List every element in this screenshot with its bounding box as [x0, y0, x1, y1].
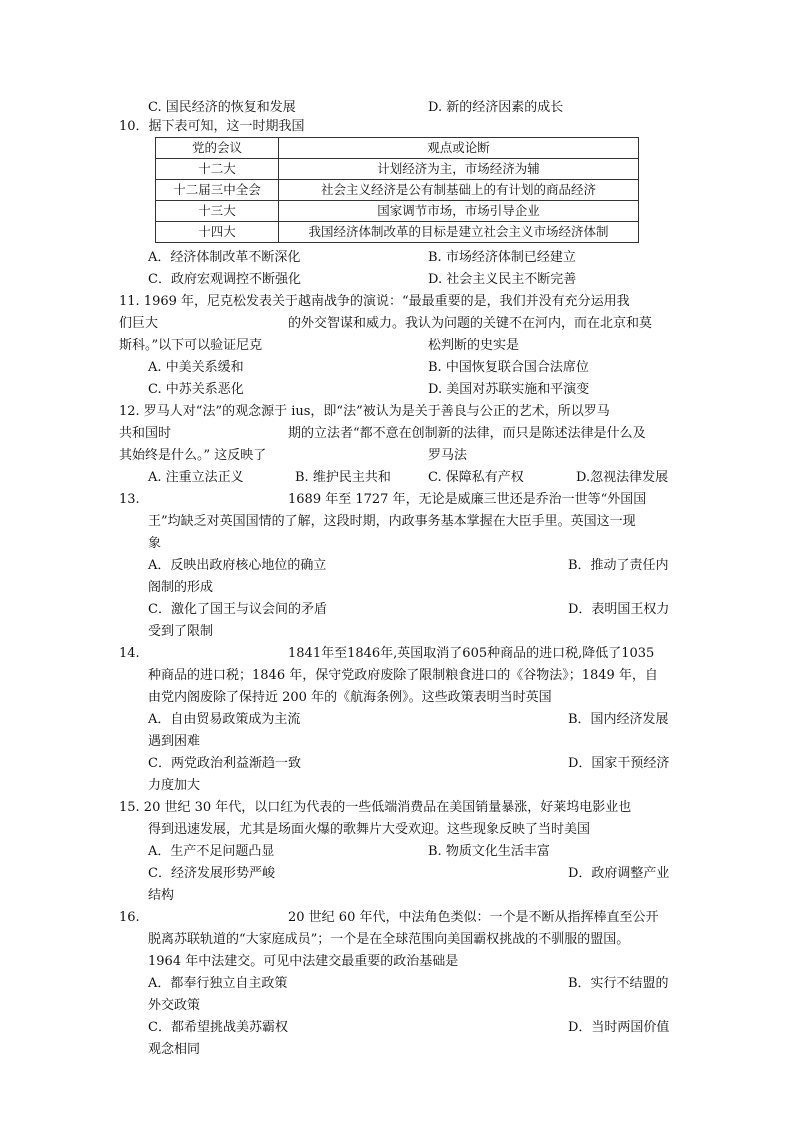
q16-line-3: 1964 年中法建交。可见中法建交最重要的政治基础是 [148, 954, 459, 969]
table-cell: 国家调节市场，市场引导企业 [279, 201, 639, 222]
q11-line-1: 11. 1969 年，尼克松发表关于越南战争的演说：“最最重要的是，我们并没有充分运用我 [119, 294, 630, 309]
q13-option-d: D．表明国王权力 [568, 602, 670, 617]
table-header-cell: 观点或论断 [279, 138, 639, 159]
q16-option-b-cont: 外交政策 [148, 998, 201, 1013]
table-cell: 社会主义经济是公有制基础上的有计划的商品经济 [279, 180, 639, 201]
q9-option-c: C. 国民经济的恢复和发展 [148, 100, 296, 115]
q12-option-a: A. 注重立法正义 [148, 470, 244, 485]
q16-line-2: 脱离苏联轨道的“大家庭成员”；一个是在全球范围向美国霸权挑战的不驯服的盟国。 [148, 932, 630, 947]
table-cell: 我国经济体制改革的目标是建立社会主义市场经济体制 [279, 222, 639, 243]
q14-option-c: C．两党政治利益渐趋一致 [148, 756, 301, 771]
q13-line-3: 象 [148, 536, 162, 551]
q12-line-1: 12. 罗马人对“法”的观念源于 ius，即“法”被认为是关于善良与公正的艺术，所以罗马 [119, 404, 610, 419]
q15-option-a: A．生产不足问题凸显 [148, 844, 275, 859]
table-row [156, 159, 639, 180]
q12-option-b: B. 维护民主共和 [295, 470, 391, 485]
table-cell: 十四大 [156, 222, 279, 243]
q11-option-c: C. 中苏关系恶化 [148, 382, 244, 397]
table-header-row [156, 138, 639, 159]
q11-line-2a: 们巨大 [119, 316, 159, 331]
q15-line-1: 15. 20 世纪 30 年代，以口红为代表的一些低端消费品在美国销量暴涨，好莱坞电影业也 [119, 800, 632, 815]
q12-line-2a: 共和国时 [119, 426, 172, 441]
q14-option-d-cont: 力度加大 [148, 778, 201, 793]
table-header-cell: 党的会议 [156, 138, 279, 159]
q11-line-3b: 松判断的史实是 [428, 338, 520, 353]
q16-option-c: C．都希望挑战美苏霸权 [148, 1020, 288, 1035]
q10-option-a: A．经济体制改革不断深化 [148, 250, 301, 265]
q15-option-d: D．政府调整产业 [568, 866, 670, 881]
q12-option-c: C. 保障私有产权 [428, 470, 524, 485]
q12-line-3b: 罗马法 [428, 448, 468, 463]
q14-line-1: 1841年至1846年,英国取消了605种商品的进口税,降低了1035 [288, 646, 655, 661]
q15-line-2: 得到迅速发展，尤其是场面火爆的歌舞片大受欢迎。这些现象反映了当时美国 [148, 822, 591, 837]
q10-option-c: C．政府宏观调控不断强化 [148, 272, 301, 287]
q12-option-d: D.忽视法律发展 [576, 470, 669, 485]
q10-option-b: B. 市场经济体制已经建立 [428, 250, 576, 265]
table-cell: 十二大 [156, 159, 279, 180]
q13-option-d-cont: 受到了限制 [148, 624, 214, 639]
q14-option-d: D．国家干预经济 [568, 756, 670, 771]
q10-table [155, 137, 639, 243]
q15-option-b: B. 物质文化生活丰富 [428, 844, 550, 859]
q10-option-d: D. 社会主义民主不断完善 [428, 272, 577, 287]
q12-line-2b: 期的立法者“都不意在创制新的法律，而只是陈述法律是什么及 [288, 426, 646, 441]
q16-option-d: D．当时两国价值 [568, 1020, 670, 1035]
q13-number: 13. [119, 492, 140, 507]
q11-line-3a: 斯科。”以下可以验证尼克 [119, 338, 263, 353]
q11-option-b: B. 中国恢复联合国合法席位 [428, 360, 589, 375]
q13-option-a: A．反映出政府核心地位的确立 [148, 558, 327, 573]
q16-line-1: 20 世纪 60 年代，中法角色类似：一个是不断从指挥棒直至公开 [288, 910, 659, 925]
q15-option-d-cont: 结构 [148, 888, 175, 903]
q11-option-a: A. 中美关系缓和 [148, 360, 244, 375]
q16-number: 16. [119, 910, 140, 925]
q13-option-c: C．激化了国王与议会间的矛盾 [148, 602, 327, 617]
q16-option-b: B．实行不结盟的 [568, 976, 669, 991]
q14-number: 14. [119, 646, 140, 661]
table-row [156, 222, 639, 243]
q14-option-a: A．自由贸易政策成为主流 [148, 712, 301, 727]
q16-option-d-cont: 观念相同 [148, 1042, 201, 1057]
q16-option-a: A．都奉行独立自主政策 [148, 976, 288, 991]
table-cell: 计划经济为主，市场经济为辅 [279, 159, 639, 180]
q14-line-3: 由党内阁废除了保持近 200 年的《航海条例》。这些政策表明当时英国 [148, 690, 552, 705]
q11-line-2b: 的外交智谋和威力。我认为问题的关键不在河内，而在北京和莫 [288, 316, 653, 331]
q13-line-1: 1689 年至 1727 年，无论是威廉三世还是乔治一世等“外国国 [288, 492, 647, 507]
table-row [156, 180, 639, 201]
table-row [156, 201, 639, 222]
q12-line-3a: 其始终是什么。” 这反映了 [119, 448, 267, 463]
q10-stem: 10．据下表可知，这一时期我国 [119, 119, 305, 134]
q13-option-b: B．推动了责任内 [568, 558, 669, 573]
q14-line-2: 种商品的进口税；1846 年，保守党政府废除了限制粮食进口的《谷物法》；1849 年，自 [148, 668, 658, 683]
q11-option-d: D. 美国对苏联实施和平演变 [428, 382, 590, 397]
q9-option-d: D. 新的经济因素的成长 [428, 100, 564, 115]
q15-option-c: C．经济发展形势严峻 [148, 866, 275, 881]
q13-line-2: 王”均缺乏对英国国情的了解，这段时期，内政事务基本掌握在大臣手里。英国这一现 [148, 514, 636, 529]
table-cell: 十二届三中全会 [156, 180, 279, 201]
table-cell: 十三大 [156, 201, 279, 222]
q13-option-b-cont: 阁制的形成 [148, 580, 214, 595]
q14-option-b-cont: 遇到困难 [148, 734, 201, 749]
q14-option-b: B．国内经济发展 [568, 712, 669, 727]
